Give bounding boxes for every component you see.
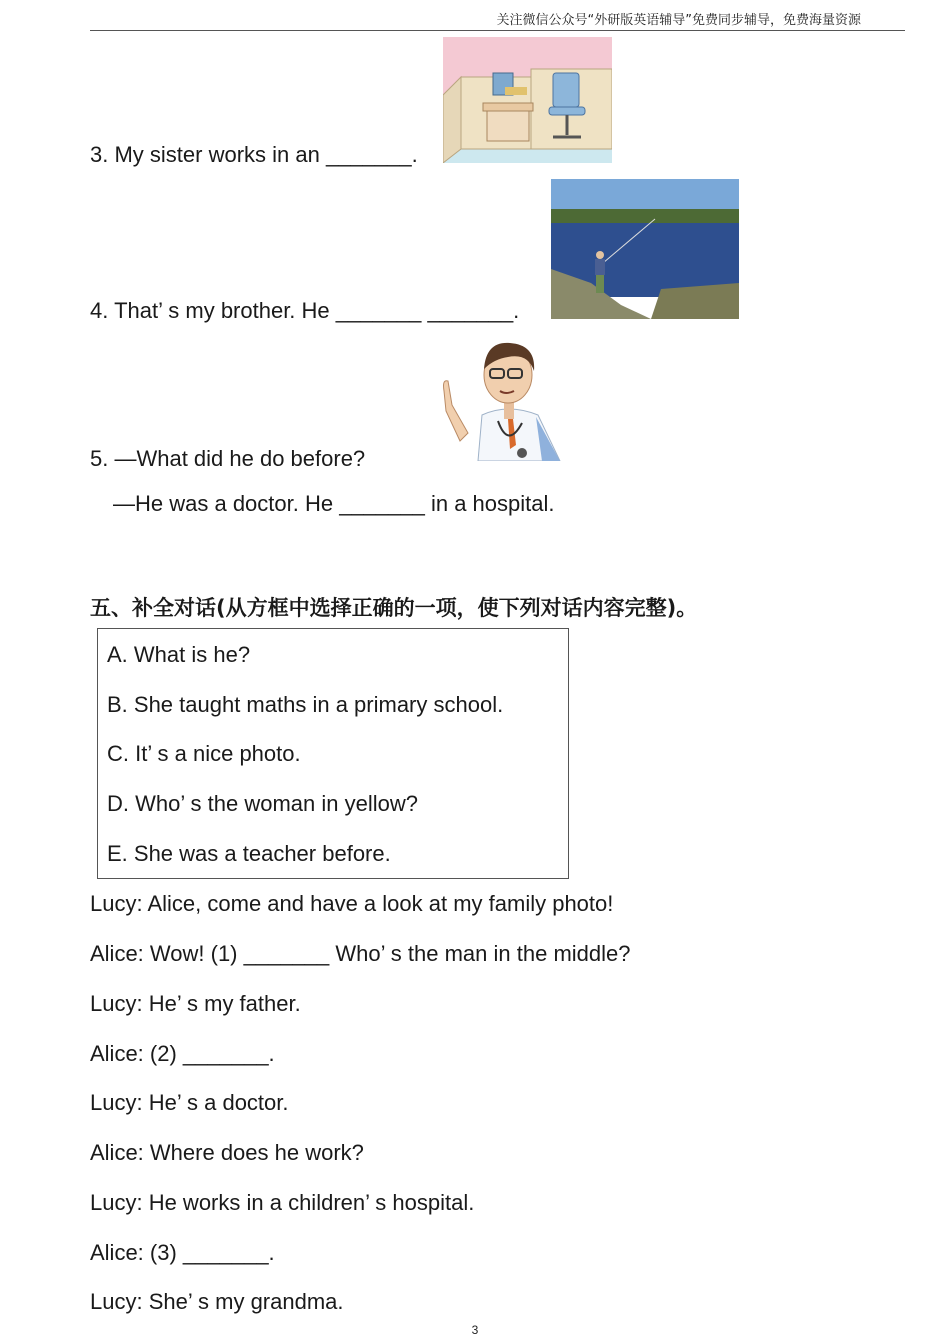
dialogue-line-6: Alice: Where does he work? — [90, 1140, 364, 1165]
dialogue-line-2: Alice: Wow! (1) _______ Who’ s the man in the middle? — [90, 941, 631, 966]
dialogue-line-7: Lucy: He works in a children’ s hospital. — [90, 1190, 475, 1215]
header-text: 关注微信公众号“外研版英语辅导”免费同步辅导，免费海量资源 — [496, 13, 861, 28]
dialogue-line-3: Lucy: He’ s my father. — [90, 991, 301, 1016]
dialogue-line-4: Alice: (2) _______. — [90, 1041, 275, 1066]
question-3: 3. My sister works in an _______. — [90, 142, 418, 167]
option-a: A. What is he? — [107, 642, 251, 667]
option-b: B. She taught maths in a primary school. — [107, 692, 504, 717]
options-box — [97, 628, 569, 879]
section-5-title: 五、补全对话(从方框中选择正确的一项，使下列对话内容完整)。 — [90, 596, 698, 620]
dialogue-line-8: Alice: (3) _______. — [90, 1240, 275, 1265]
fishing-picture — [551, 179, 739, 319]
question-5-answer: —He was a doctor. He _______ in a hospital. — [113, 491, 555, 516]
page-header — [90, 0, 905, 31]
option-e: E. She was a teacher before. — [107, 841, 391, 866]
doctor-picture — [438, 337, 562, 461]
dialogue-line-9: Lucy: She’ s my grandma. — [90, 1289, 344, 1314]
office-picture — [443, 37, 612, 163]
option-d: D. Who’ s the woman in yellow? — [107, 791, 418, 816]
dialogue-line-1: Lucy: Alice, come and have a look at my family photo! — [90, 891, 614, 916]
dialogue-line-5: Lucy: He’ s a doctor. — [90, 1090, 289, 1115]
page-number: 3 — [471, 1323, 479, 1337]
question-5-question: 5. —What did he do before? — [90, 446, 366, 471]
option-c: C. It’ s a nice photo. — [107, 741, 301, 766]
question-4: 4. That’ s my brother. He _______ _______. — [90, 298, 520, 323]
